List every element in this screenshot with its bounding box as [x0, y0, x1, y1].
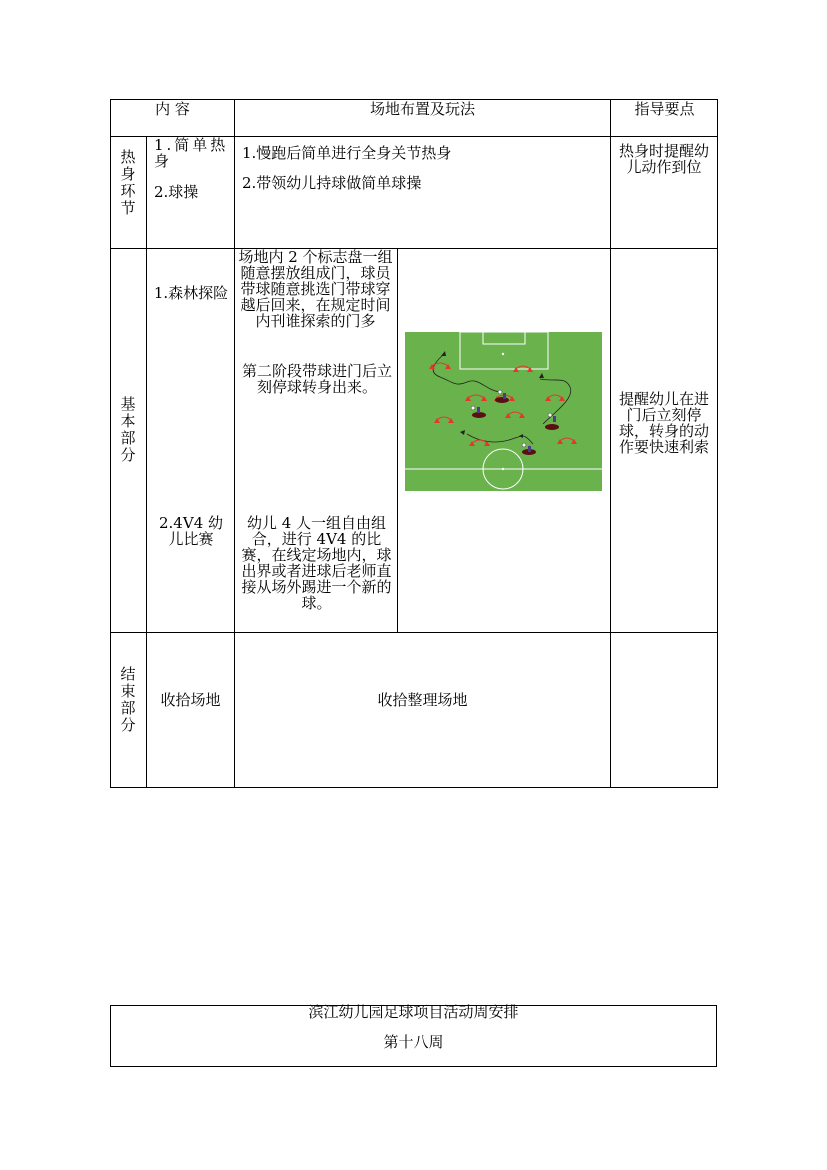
section-char: 结 — [120, 665, 136, 683]
col-divider — [234, 99, 235, 788]
footer-title: 滨江幼儿园足球项目活动周安排 — [308, 1003, 519, 1021]
header-guidance: 指导要点 — [634, 100, 695, 118]
section-char: 环 — [120, 182, 136, 200]
section-char: 部 — [120, 699, 136, 717]
section-char: 热 — [120, 148, 136, 166]
basic-guidance: 提醒幼儿在进门后立刻停球，转身的动作要快速利索 — [618, 390, 709, 456]
basic-item-2: 2.4V4 幼儿比赛 — [159, 514, 223, 548]
soccer-field-diagram-icon — [405, 332, 602, 491]
section-char: 基 — [120, 395, 136, 413]
footer-week: 第十八周 — [383, 1033, 444, 1051]
section-char: 束 — [120, 682, 136, 700]
warmup-play-2: 2.带领幼儿持球做简单球操 — [242, 174, 422, 192]
section-char: 分 — [120, 446, 136, 464]
ending-play: 收拾整理场地 — [377, 691, 468, 709]
section-char: 节 — [120, 199, 136, 217]
section-warmup — [120, 149, 136, 217]
section-char: 本 — [120, 412, 136, 430]
col-divider — [146, 136, 147, 788]
basic-play-1b: 第二阶段带球进门后立刻停球转身出来。 — [242, 362, 393, 396]
basic-play-2: 幼儿 4 人一组自由组合，进行 4V4 的比赛，在线定场地内，球出界或者进球后老师直接从场外踢进一个新的球。 — [241, 514, 392, 612]
section-char: 分 — [120, 716, 136, 734]
warmup-item-2: 2.球操 — [154, 183, 199, 201]
ending-item: 收拾场地 — [160, 691, 221, 709]
section-basic — [120, 396, 136, 464]
section-char: 身 — [120, 165, 136, 183]
section-ending — [120, 666, 136, 734]
section-char: 部 — [120, 429, 136, 447]
col-divider — [397, 248, 398, 632]
basic-play-1a: 场地内 2 个标志盘一组随意摆放组成门，球员带球随意挑选门带球穿越后回来，在规定时间内刊谁探索的门多 — [238, 248, 393, 330]
header-layout-play: 场地布置及玩法 — [369, 100, 475, 118]
basic-item-1: 1.森林探险 — [153, 284, 229, 302]
row-divider — [110, 248, 718, 249]
row-divider — [110, 632, 718, 633]
warmup-guidance: 热身时提醒幼儿动作到位 — [618, 142, 709, 176]
warmup-item-1: 1.简单热身 — [154, 136, 229, 170]
warmup-play-1: 1.慢跑后简单进行全身关节热身 — [242, 144, 452, 162]
header-content: 内 容 — [155, 100, 190, 118]
col-divider — [610, 99, 611, 788]
